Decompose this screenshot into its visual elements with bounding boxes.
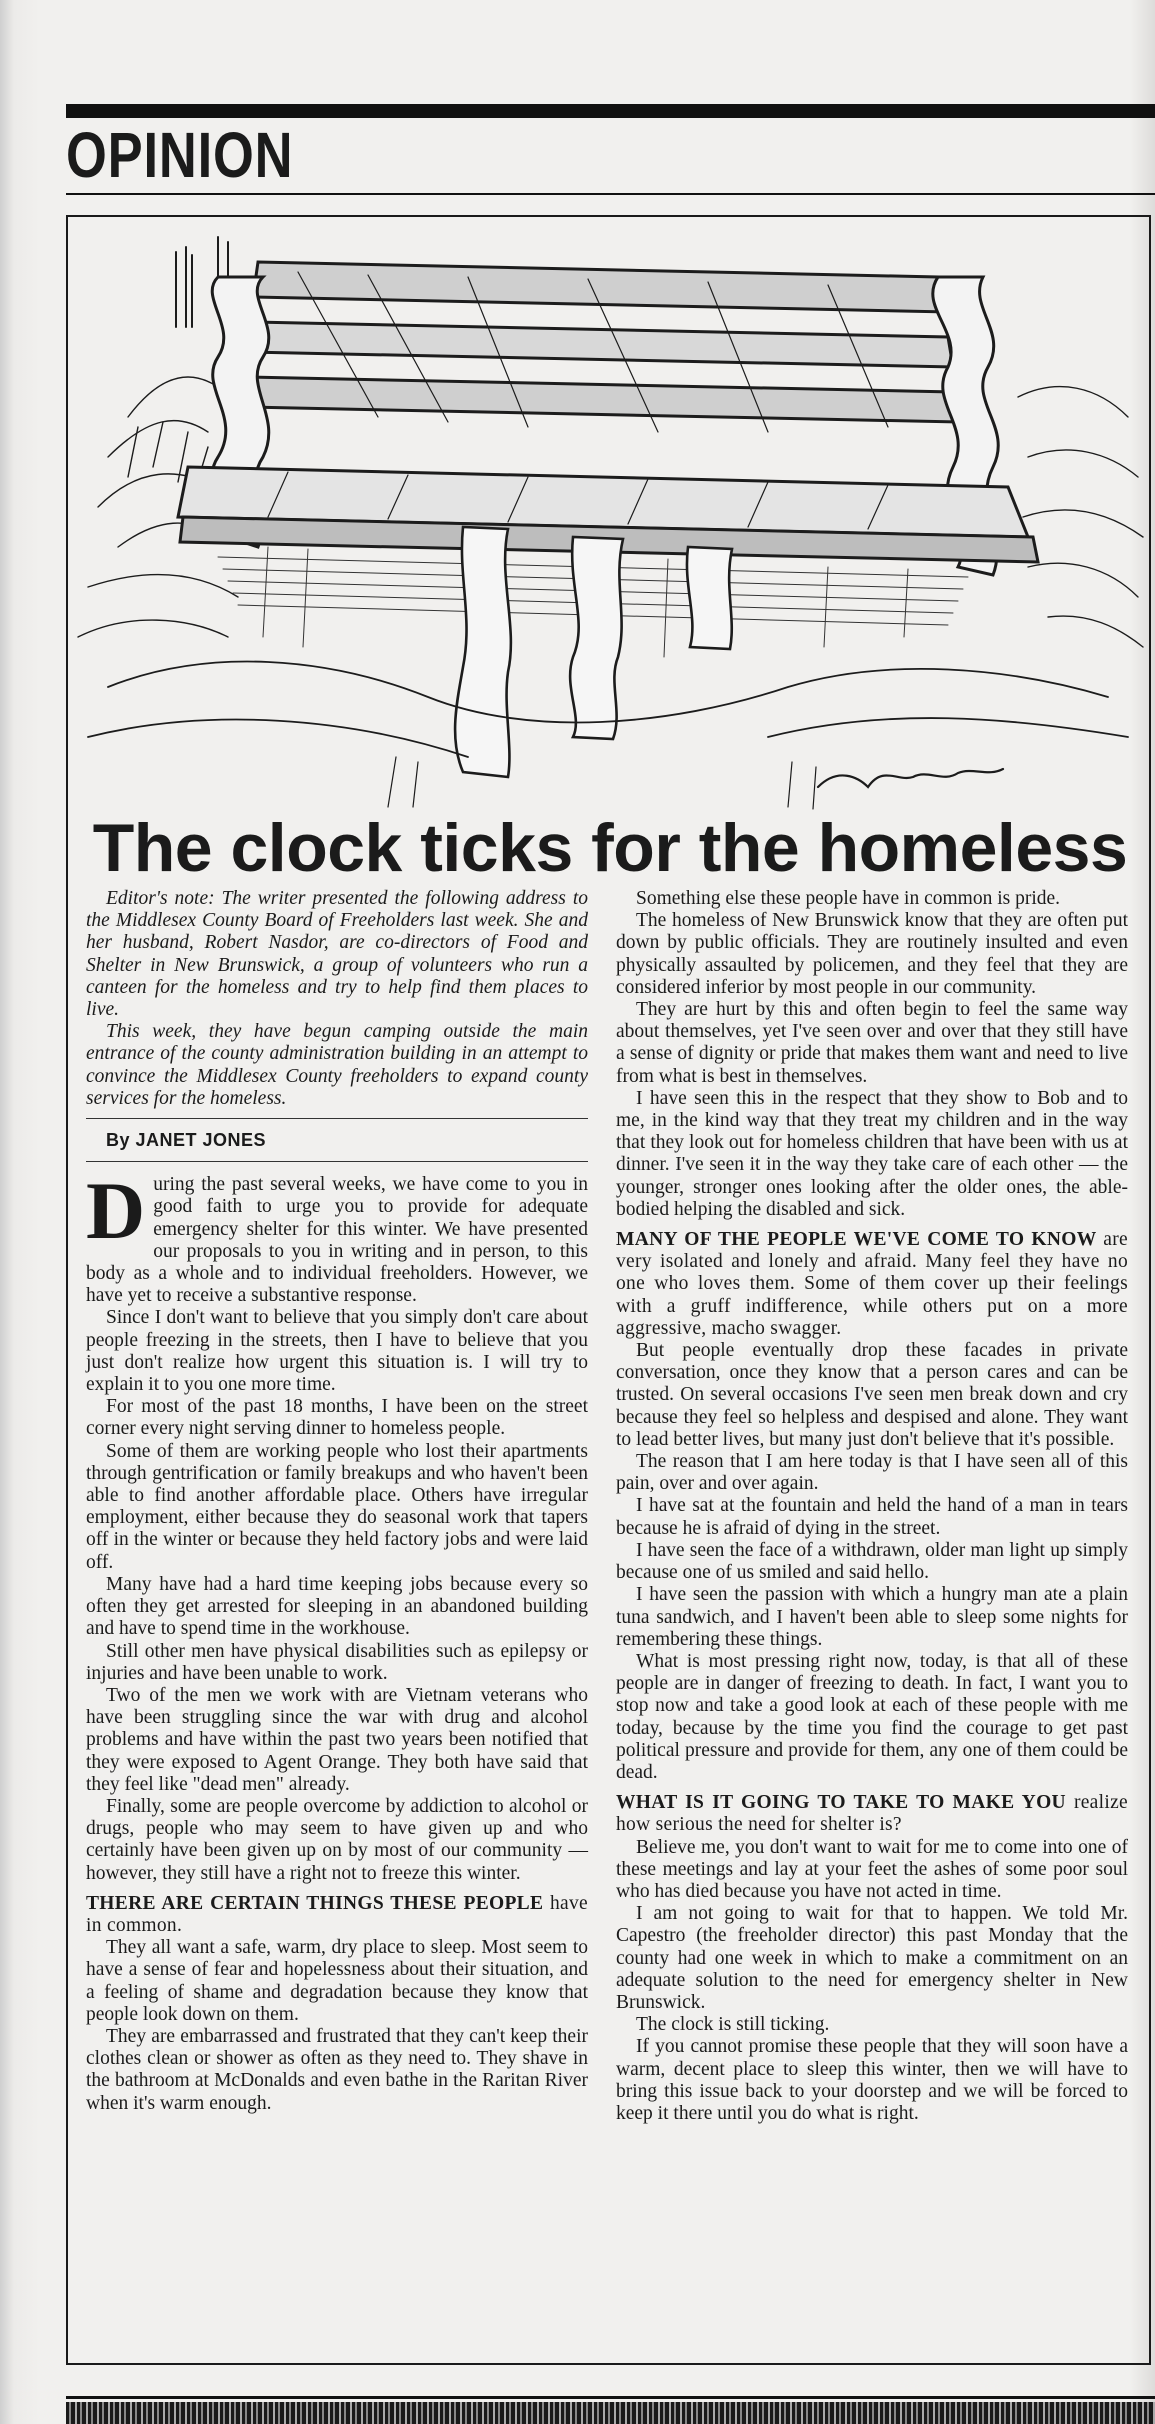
body-paragraph: I am not going to wait for that to happen. We told Mr. Capestro (the freeholder director) this past Monday that the county had one week in which to make a commitment on an adequate solution to the need for emergency shelter in New Brunswick.	[616, 1903, 1128, 2013]
right-column	[616, 888, 1128, 2125]
bench-illustration	[68, 217, 1148, 812]
subhead-caps: MANY OF THE PEOPLE WE'VE COME TO KNOW	[616, 1229, 1097, 1251]
bench-back	[246, 262, 958, 432]
body-paragraph: Finally, some are people overcome by addiction to alcohol or drugs, people who may seem to have given up and who certainly have been given up on by most of our community — however, they still have a right not to freeze this winter.	[86, 1795, 588, 1884]
left-column	[86, 888, 588, 2115]
subhead-caps: WHAT IS IT GOING TO TAKE TO MAKE YOU	[616, 1792, 1066, 1814]
body-paragraph: Since I don't want to believe that you simply don't care about people freezing in the streets, then I have to believe that you just don't realize how urgent this situation is. I will try to explain it to you one more time.	[86, 1307, 588, 1396]
byline-rule-bottom	[86, 1161, 588, 1162]
body-paragraph: I have seen this in the respect that they show to Bob and to me, in the kind way that they treat my children and in the way that they look out for homeless children that have been with us at dinner. I've seen it in the way they take care of each other — the younger, stronger ones looking after the older ones, the able-bodied helping the disabled and sick.	[616, 1087, 1128, 1220]
subhead-paragraph	[616, 1792, 1128, 1836]
drop-cap: D	[86, 1165, 146, 1257]
first-paragraph-text: uring the past several weeks, we have come to you in good faith to urge you to provide for adequate emergency shelter for this winter. We have presented our proposals to you in writing and in person, to this body as a whole and to individual freeholders. However, we have yet to receive a substantive response.	[86, 1174, 588, 1307]
body-paragraph: Something else these people have in common is pride.	[636, 888, 1061, 909]
body-paragraph: Believe me, you don't want to wait for me to come into one of these meetings and lay at your feet the ashes of some poor soul who has died because you have not acted in time.	[616, 1836, 1128, 1902]
body-paragraph: For most of the past 18 months, I have been on the street corner every night serving dinner to homeless people.	[86, 1396, 588, 1440]
section-rule	[66, 193, 1155, 195]
article-headline: The clock ticks for the homeless	[92, 810, 1128, 886]
body-paragraph: Still other men have physical disabilities such as epilepsy or injuries and have been unable to work.	[86, 1640, 588, 1684]
body-paragraph: They are hurt by this and often begin to feel the same way about themselves, yet I've seen over and over that they still have a sense of dignity or pride that makes them want and need to live from what is best in themselves.	[616, 999, 1128, 1087]
body-paragraph: I have sat at the fountain and held the hand of a man in tears because he is afraid of dying in the street.	[616, 1495, 1128, 1539]
subhead-caps: THERE ARE CERTAIN THINGS THESE PEOPLE	[86, 1892, 544, 1914]
body-paragraph: If you cannot promise these people that they will soon have a warm, decent place to sleep this winter, then we will have to bring this issue back to your doorstep and we will be forced to keep it there until you do what is right.	[616, 2036, 1128, 2124]
byline: By JANET JONES	[106, 1130, 267, 1151]
body-paragraph: They all want a safe, warm, dry place to sleep. Most seem to have a sense of fear and hopelessness about their situation, and a feeling of shame and degradation because they know that people look down on them.	[86, 1937, 588, 2025]
byline-rule-top	[86, 1118, 588, 1119]
body-paragraph: Some of them are working people who lost their apartments through gentrification or family breakups and who haven't been able to find another affordable place. Others have irregular employment, either because they do seasonal work that tapers off in the winter or because they held factory jobs and were laid off.	[86, 1440, 588, 1573]
subhead-paragraph	[616, 1229, 1128, 1340]
bottom-rule	[66, 2396, 1155, 2399]
subhead-paragraph	[86, 1893, 588, 1937]
editor-note-paragraph: This week, they have begun camping outside the main entrance of the county administration building in an attempt to convince the Middlesex County freeholders to expand county services for the homeless.	[86, 1021, 588, 1109]
next-page-strip	[66, 2402, 1155, 2424]
subhead-rest: have in common.	[86, 1892, 588, 1936]
body-paragraph: I have seen the face of a withdrawn, older man light up simply because one of us smiled and said hello.	[616, 1539, 1128, 1584]
body-paragraph: I have seen the passion with which a hungry man ate a plain tuna sandwich, and I haven't been able to sleep some nights for remembering these things.	[616, 1584, 1128, 1650]
body-paragraph: The reason that I am here today is that I have seen all of this pain, over and over again.	[616, 1451, 1128, 1495]
section-top-bar	[66, 104, 1155, 118]
body-paragraph: The homeless of New Brunswick know that they are often put down by public officials. They are routinely insulted and even physically assaulted by policemen, and they feel that they are considered inferior by most people in our community.	[616, 910, 1128, 998]
body-paragraph: Two of the men we work with are Vietnam veterans who have been struggling since the war with drug and alcohol problems and have within the past two years been notified that they were exposed to Agent Orange. They both have said that they feel like "dead men" already.	[86, 1684, 588, 1795]
body-paragraph: Many have had a hard time keeping jobs because every so often they get arrested for sleeping in an abandoned building and have to spend time in the workhouse.	[86, 1573, 588, 1640]
first-paragraph	[86, 1165, 588, 1307]
body-paragraph: They are embarrassed and frustrated that they can't keep their clothes clean or shower as often as they need to. They shave in the bathroom at McDonalds and even bathe in the Raritan River when it's warm enough.	[86, 2025, 588, 2114]
section-label: OPINION	[66, 119, 294, 191]
body-paragraph: The clock is still ticking.	[636, 2014, 830, 2036]
subhead-rest: are very isolated and lonely and afraid. Many feel they have no one who loves them. Some of them cover up their feelings with a gruff indifference, while others put on a more aggressive, macho swagger.	[616, 1229, 1128, 1339]
body-paragraph: But people eventually drop these facades in private conversation, once they know that a person cares and can be trusted. On several occasions I've seen men break down and cry because they feel so helpless and despised and alone. They want to lead better lives, but many just don't believe that it's possible.	[616, 1340, 1128, 1450]
artist-signature-mark	[818, 769, 1003, 787]
editor-note-paragraph: Editor's note: The writer presented the following address to the Middlesex County Board of Freeholders last week. She and her husband, Robert Nasdor, are co-directors of Food and Shelter in New Brunswick, a group of volunteers who run a canteen for the homeless and try to help find them places to live.	[86, 888, 588, 1021]
foliage-right	[1018, 387, 1143, 647]
subhead-rest: realize how serious the need for shelter is?	[616, 1792, 1128, 1836]
hanging-boots	[455, 527, 732, 777]
body-paragraph: What is most pressing right now, today, is that all of these people are in danger of freezing to death. In fact, I want you to stop now and take a good look at each of these people with me today, because by the time you find the courage to get past political pressure and provide for them, any one of them could be dead.	[616, 1650, 1128, 1783]
